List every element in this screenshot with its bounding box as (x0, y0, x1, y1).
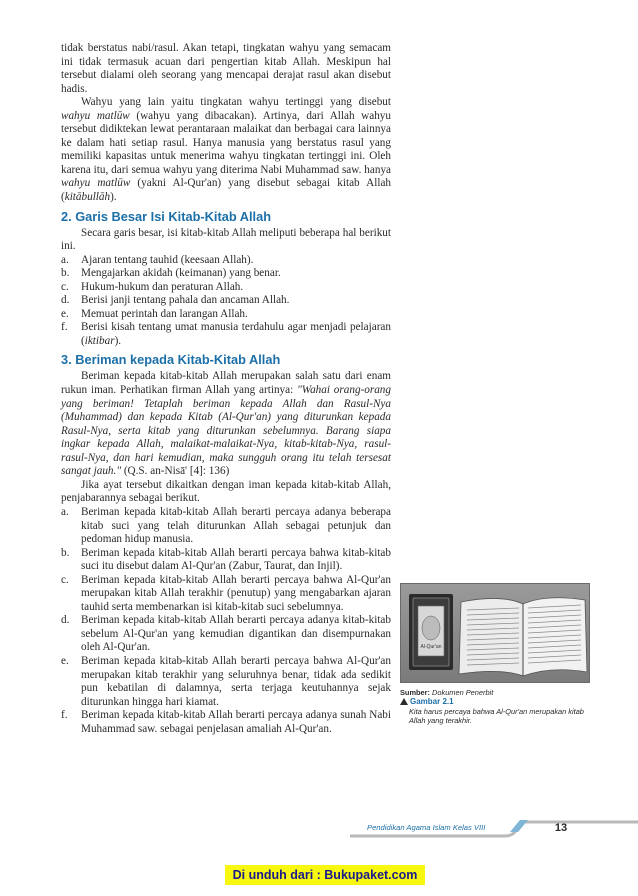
list-item (61, 547, 391, 574)
paragraph (61, 96, 391, 204)
paragraph: tidak berstatus nabi/rasul. Akan tetapi, tingkatan wahyu yang semacam ini tidak termasuk acuan dari pengertian kitab Allah. Meskipun hal tersebut dialami oleh seorang yang mencapai derajat rasul akan disebut hadis. (61, 42, 391, 95)
text-run: (yakni Al-Qur'an) yang disebut sebagai kitab Allah ( (61, 177, 392, 204)
list-item (61, 321, 391, 348)
content-list (61, 506, 391, 736)
list-text: Hukum-hukum dan peraturan Allah. (81, 280, 244, 293)
list-text: Beriman kepada kitab-kitab Allah berarti percaya bahwa kitab-kitab suci itu disebut dalam Al-Qur'an (Zabur, Taurat, dan Injil). (81, 546, 391, 573)
text-run: wahyu matlūw (61, 177, 131, 190)
list-item (61, 254, 391, 268)
citation: (Q.S. an-Nisā' [4]: 136) (121, 465, 230, 478)
section-heading: 3. Beriman kepada Kitab-Kitab Allah (61, 352, 281, 368)
main-column (61, 42, 391, 736)
text-run: (wahyu yang dibacakan). Artinya, dari Allah wahyu tersebut didiktekan lewat perantaraan malaikat dan berbagai cara lainnya ke dalam hati setiap rasul. Hanya manusia yang berstatus rasul yang memiliki kapasitas untuk menerima wahyu tingkatan tertinggi ini. Oleh karena itu, dari semua wahyu yang diterima Nabi Muhammad saw. hanya (61, 109, 391, 176)
list-item (61, 655, 391, 709)
list-text: ). (114, 334, 122, 347)
figure-source (400, 688, 600, 697)
figure-caption (400, 688, 600, 726)
list-text: Memuat perintah dan larangan Allah. (81, 307, 248, 320)
paragraph: Jika ayat tersebut dikaitkan dengan iman kepada kitab-kitab Allah, penjabarannya sebagai berikut. (61, 478, 391, 505)
list-item (61, 267, 391, 281)
section-heading: 2. Garis Besar Isi Kitab-Kitab Allah (61, 208, 272, 224)
figure-label: Gambar 2.1 (410, 697, 454, 707)
list-marker: b. (61, 267, 70, 280)
list-marker: c. (61, 280, 69, 293)
list-text: Mengajarkan akidah (keimanan) yang benar. (81, 267, 281, 280)
list-marker: d. (61, 294, 70, 307)
list-item (61, 709, 391, 736)
list-text: Ajaran tentang tauhid (keesaan Allah). (81, 253, 254, 266)
figure-description: Kita harus percaya bahwa Al-Qur'an merupakan kitab Allah yang terakhir. (409, 706, 584, 726)
book-cover-label: Al-Qur'an (420, 644, 442, 650)
footer-book-title: Pendidikan Agama Islam Kelas VIII (367, 823, 486, 832)
list-marker: c. (61, 573, 69, 586)
list-text-italic: iktibar (84, 334, 115, 347)
quote-text: "Wahai orang-orang yang beriman! Tetaplah beriman kepada Allah dan Rasul-Nya (Muhammad) dan kepada Kitab (Al-Qur'an) yang diturunkan kepada Rasul-Nya, serta kitab yang diturunkan sebelumnya. Barang siapa ingkar kepada Allah, malaikat-malaikat-Nya, kitab-kitab-Nya, rasul-rasul-Nya, dan hari kemudian, maka sungguh orang itu telah tersesat sangat jauh." (61, 384, 391, 478)
list-item (61, 506, 391, 547)
paragraph: Secara garis besar, isi kitab-kitab Allah meliputi beberapa hal berikut ini. (61, 226, 391, 253)
list-text: Beriman kepada kitab-kitab Allah berarti percaya adanya sunah Nabi Muhammad saw. sebagai penjelasan amaliah Al-Qur'an. (81, 709, 391, 735)
download-watermark: Di unduh dari : Bukupaket.com (225, 865, 425, 885)
triangle-icon (400, 698, 408, 705)
list-item (61, 574, 391, 615)
list-text: Berisi janji tentang pahala dan ancaman Allah. (81, 294, 290, 307)
list-marker: e. (61, 654, 69, 667)
list-item (61, 294, 391, 308)
text-run: ). (110, 191, 117, 204)
list-item (61, 281, 391, 295)
closed-quran-icon (409, 594, 453, 670)
list-item (61, 614, 391, 655)
text-run: Beriman kepada kitab-kitab Allah merupakan salah satu dari enam rukun iman. Perhatikan firman Allah yang artinya: (61, 370, 391, 397)
list-marker: a. (61, 505, 69, 518)
list-text: Beriman kepada kitab-kitab Allah berarti percaya bahwa Al-Qur'an merupakan kitab Allah terakhir (penutup) yang mengabarkan ajaran tauhid serta membenarkan isi kitab-kitab suci sebelumnya. (81, 573, 391, 613)
list-text: Beriman kepada kitab-kitab Allah berarti percaya bahwa Al-Qur'an merupakan kitab terakhir yang seluruhnya benar, tidak ada sedikit pun kebatilan di dalamnya, serta terjaga keutuhannya sejak diturunkan hingga hari kiamat. (81, 654, 391, 708)
list-text: Beriman kepada kitab-kitab Allah berarti percaya adanya kitab-kitab sebelum Al-Qur'an yang kemudian digantikan dan disempurnakan oleh Al-Qur'an. (81, 614, 391, 654)
list-text: Beriman kepada kitab-kitab Allah berarti percaya adanya beberapa kitab suci yang telah diturunkan Allah sebagai petunjuk dan pedoman hidup manusia. (81, 505, 391, 546)
text-run: kitābullāh (64, 191, 111, 204)
list-marker: a. (61, 253, 69, 266)
source-value: Dokumen Penerbit (432, 688, 494, 697)
list-marker: b. (61, 546, 70, 559)
figure-photo (400, 583, 590, 683)
content-list (61, 254, 391, 349)
text-run: Wahyu yang lain yaitu tingkatan wahyu tertinggi yang disebut (81, 96, 391, 109)
source-label: Sumber: (400, 688, 430, 697)
page-number: 13 (554, 822, 568, 834)
list-marker: e. (61, 307, 69, 320)
figure-title (400, 697, 600, 706)
list-text: Berisi kisah tentang umat manusia terdahulu agar menjadi pelajaran ( (81, 321, 391, 347)
list-marker: d. (61, 614, 70, 627)
list-marker: f. (61, 321, 68, 334)
paragraph (61, 370, 391, 478)
list-item (61, 308, 391, 322)
quran-books-illustration (401, 584, 590, 683)
list-marker: f. (61, 709, 68, 722)
text-run: wahyu matlūw (61, 109, 130, 122)
